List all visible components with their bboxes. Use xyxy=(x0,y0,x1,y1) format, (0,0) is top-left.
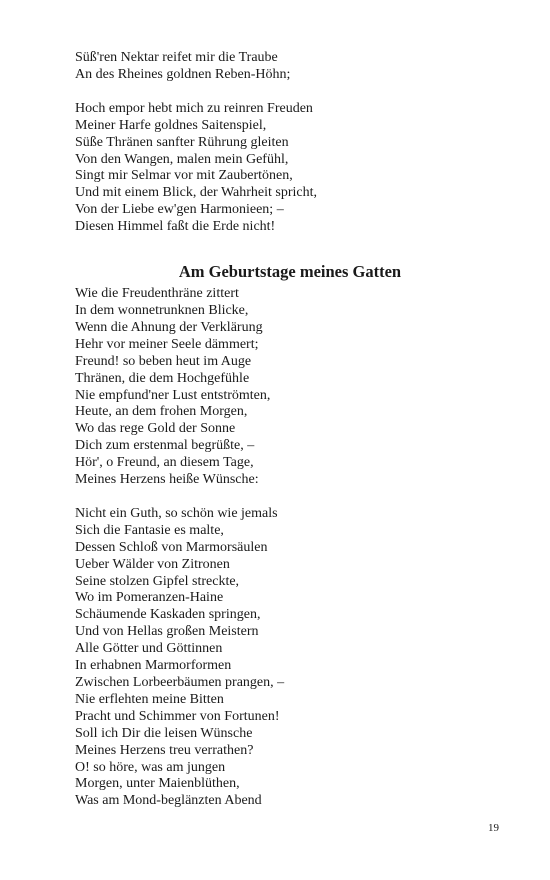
verse-line: Sich die Fantasie es malte, xyxy=(75,522,224,538)
verse-line: Süße Thränen sanfter Rührung gleiten xyxy=(75,134,289,150)
verse-line: Thränen, die dem Hochgefühle xyxy=(75,370,250,386)
page-content xyxy=(75,50,495,810)
verse-line: Und von Hellas großen Meistern xyxy=(75,624,259,640)
verse-line: Was am Mond-beglänzten Abend xyxy=(75,793,262,809)
verse-line: Hoch empor hebt mich zu reinren Freuden xyxy=(75,100,313,116)
verse-line: Seine stolzen Gipfel streckte, xyxy=(75,573,240,589)
poem-stanza-2 xyxy=(75,506,495,810)
verse-line: Nie empfund'ner Lust entströmten, xyxy=(75,387,271,403)
verse-line: Morgen, unter Maienblüthen, xyxy=(75,776,240,792)
verse-line: An des Rheines goldnen Reben-Höhn; xyxy=(75,66,291,82)
page-number: 19 xyxy=(488,822,499,834)
verse-line: Meines Herzens heiße Wünsche: xyxy=(75,472,259,488)
stanza-previous-poem-final xyxy=(75,101,495,236)
verse-line: Diesen Himmel faßt die Erde nicht! xyxy=(75,219,276,235)
verse-line: Wo das rege Gold der Sonne xyxy=(75,421,236,437)
verse-line: Schäumende Kaskaden springen, xyxy=(75,607,261,623)
verse-line: In erhabnen Marmorformen xyxy=(75,658,232,674)
verse-line: Dessen Schloß von Marmorsäulen xyxy=(75,539,268,555)
verse-line: O! so höre, was am jungen xyxy=(75,759,226,775)
verse-line: Süß'ren Nektar reifet mir die Traube xyxy=(75,50,278,65)
verse-line: Pracht und Schimmer von Fortunen! xyxy=(75,708,280,724)
verse-line: Von der Liebe ew'gen Harmonieen; – xyxy=(75,202,284,218)
stanza-previous-poem-end xyxy=(75,50,495,84)
verse-line: Freund! so beben heut im Auge xyxy=(75,353,252,369)
verse-line: In dem wonnetrunknen Blicke, xyxy=(75,302,249,318)
verse-line: Wo im Pomeranzen-Haine xyxy=(75,590,224,606)
stanza-gap xyxy=(75,489,495,506)
verse-line: Hör', o Freund, an diesem Tage, xyxy=(75,455,254,471)
verse-line: Meiner Harfe goldnes Saitenspiel, xyxy=(75,117,267,133)
verse-line: Soll ich Dir die leisen Wünsche xyxy=(75,725,253,741)
verse-line: Nie erflehten meine Bitten xyxy=(75,691,224,707)
verse-line: Alle Götter und Göttinnen xyxy=(75,641,223,657)
verse-line: Wenn die Ahnung der Verklärung xyxy=(75,319,263,335)
verse-line: Heute, an dem frohen Morgen, xyxy=(75,404,248,420)
verse-line: Und mit einem Blick, der Wahrheit spricht, xyxy=(75,185,318,201)
verse-line: Meines Herzens treu verrathen? xyxy=(75,742,254,758)
stanza-gap xyxy=(75,84,495,101)
verse-line: Wie die Freudenthräne zittert xyxy=(75,286,239,302)
verse-line: Zwischen Lorbeerbäumen prangen, – xyxy=(75,675,285,690)
verse-line: Ueber Wälder von Zitronen xyxy=(75,556,230,572)
verse-line: Singt mir Selmar vor mit Zaubertönen, xyxy=(75,168,293,184)
poem-stanza-1 xyxy=(75,286,495,489)
verse-line: Von den Wangen, malen mein Gefühl, xyxy=(75,151,289,167)
verse-line: Dich zum erstenmal begrüßte, – xyxy=(75,438,255,454)
verse-line: Hehr vor meiner Seele dämmert; xyxy=(75,336,259,352)
poem-title: Am Geburtstage meines Gatten xyxy=(178,262,402,282)
verse-line: Nicht ein Guth, so schön wie jemals xyxy=(75,505,278,521)
